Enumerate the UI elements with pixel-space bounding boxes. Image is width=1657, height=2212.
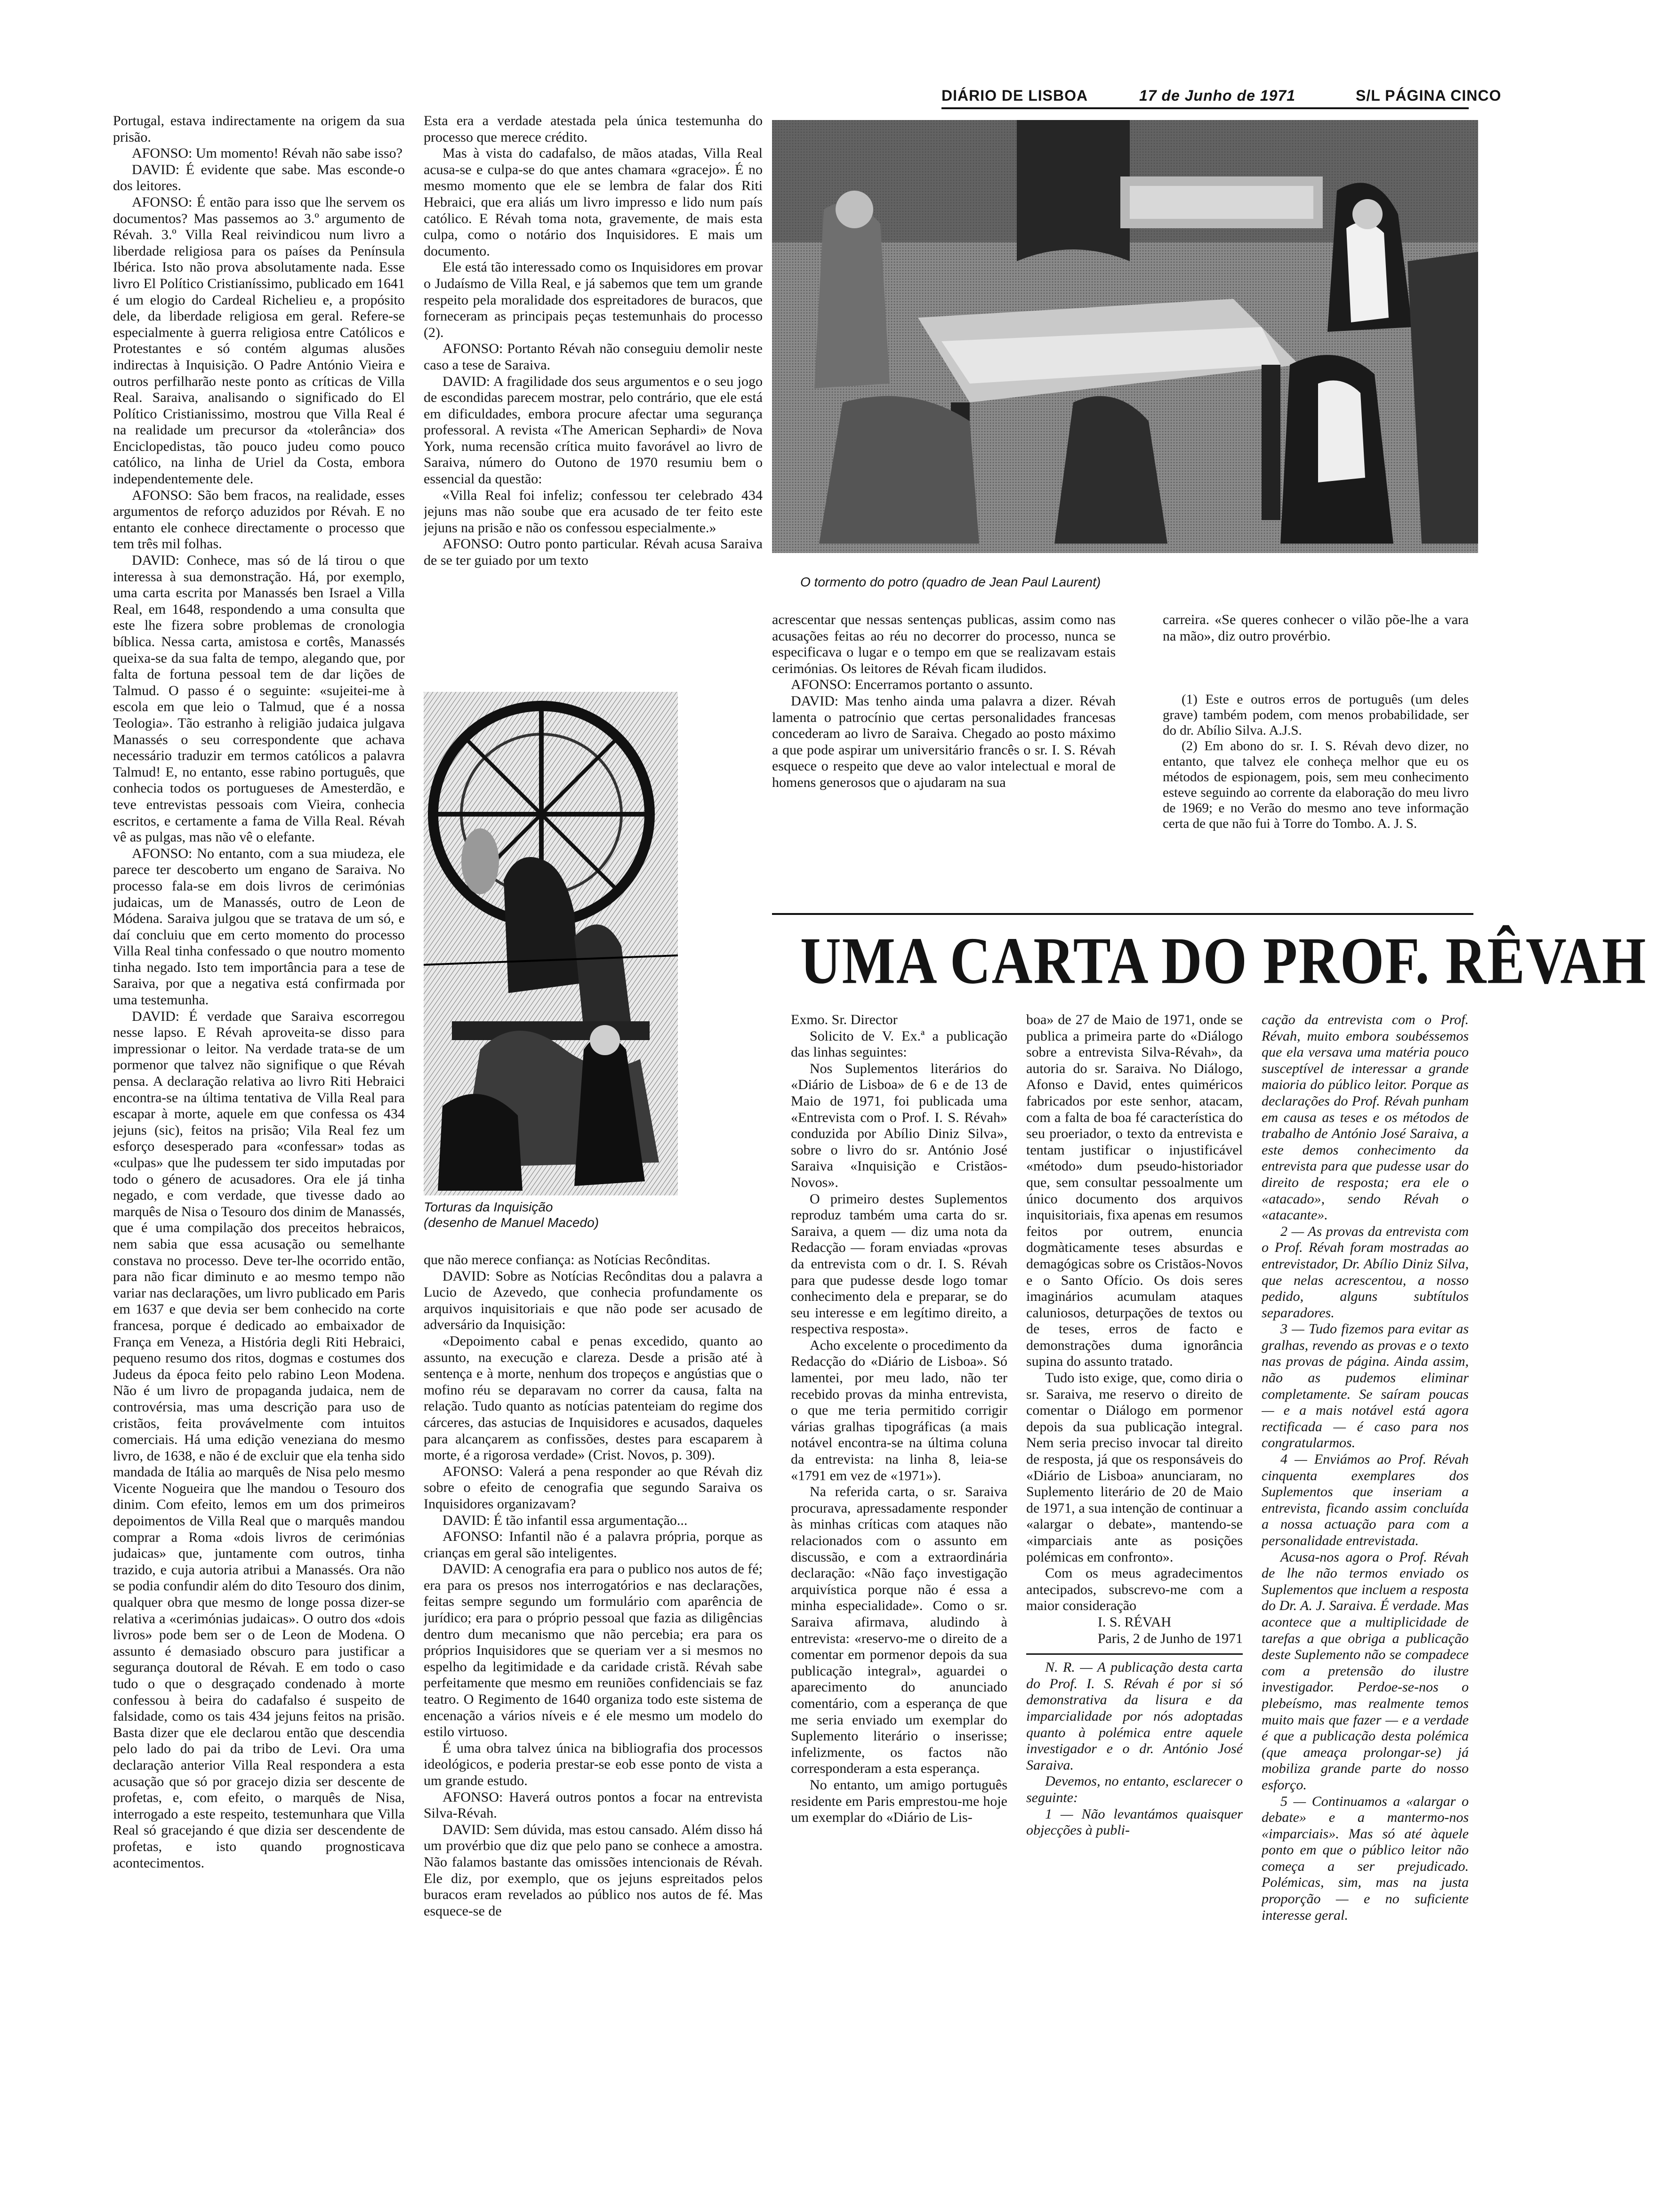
article-column-4	[1163, 612, 1469, 659]
caption-line: (desenho de Manuel Macedo)	[424, 1215, 599, 1230]
paragraph: É uma obra talvez única na bibliografia dos processos ideológicos, e poderia prestar-se eob esse ponto de vista a um grande estudo.	[424, 1740, 763, 1788]
top-illustration-caption: O tormento do potro (quadro de Jean Paul Laurent)	[800, 575, 1101, 589]
paragraph: Mas à vista do cadafalso, de mãos atadas, Villa Real acusa-se e culpa-se do que antes chamara «gracejo». É no mesmo momento que ele se lembra de falar dos Riti Hebraici, que era aliás um livro impresso e lido num país católico. E Révah toma nota, gravemente, de mais esta culpa, como o notário dos Inquisidores. E mais um documento.	[424, 145, 763, 259]
masthead	[941, 87, 1610, 108]
editor-note: 1 — Não levantámos quaisquer objecções à publi-	[1026, 1806, 1243, 1838]
paragraph: «Villa Real foi infeliz; confessou ter celebrado 434 jejuns mas não soube que era acusado de ter feito este jejuns na prisão e não os confessou especialmente.»	[424, 487, 763, 536]
salutation: Exmo. Sr. Director	[791, 1012, 898, 1027]
editor-note: Acusa-nos agora o Prof. Révah de lhe não termos enviado os Suplementos que incluem a resposta do Dr. A. J. Saraiva. É verdade. Mas acontece que a multiplicidade de tarefas a que obriga a publicação deste Suplemento não se compadece com a pretensão do ilustre investigador. Perdoe-se-nos o plebeísmo, mas realmente temos muito mais que fazer — e a verdade é que a publicação desta polémica (que ameaça prolongar-se) já mobiliza grande parte do nosso esforço.	[1262, 1549, 1469, 1793]
paragraph: AFONSO: São bem fracos, na realidade, esses argumentos de reforço aduzidos por Révah. E no entanto ele conhece directamente o processo que tem três mil folhas.	[113, 487, 405, 552]
editor-note: 5 — Continuamos a «alargar o debate» e a mantermo-nos «imparciais». Mas só até àquele ponto em que o público leitor não começa a ser prejudicado. Polémicas, sim, mas na justa proporção — e no suficiente interesse geral.	[1262, 1793, 1469, 1923]
section-divider	[772, 913, 1473, 915]
footnotes	[1163, 692, 1469, 908]
paragraph: DAVID: Conhece, mas só de lá tirou o que interessa à sua demonstração. Há, por exemplo, uma carta escrita por Manassés ben Israel a Villa Real, em 1648, respondendo a uma consulta que este lhe fizera sobre problemas de cronologia bíblica. Nessa carta, amistosa e cortês, Manassés queixa-se da sua falta de tempo, alegando que, por falta de fortuna pessoal tem de dar lições de Talmud. O passo é o seguinte: «sujeitei-me à escola em que leio o Talmud, que é a nossa Teologia». Tão estranho à religião judaica julgava Manassés o seu correspondente que achava necessário traduzir em termos católicos a palavra Talmud! E, no entanto, esse rabino português, que conhecia todos os portugueses de Amesterdão, e teve entrevistas pessoais com Vieira, conhecia escritos, e certamente a fama de Villa Real. Révah vê as pulgas, mas não vê o elefante.	[113, 553, 405, 845]
paragraph: DAVID: Sobre as Notícias Recônditas dou a palavra a Lucio de Azevedo, que conhecia profundamente os arquivos inquisitoriais e que não pode ser acusado de adversário da Inquisição:	[424, 1268, 763, 1333]
editor-note: 4 — Enviámos ao Prof. Révah cinquenta exemplares dos Suplementos que inseriam a entrevista, ficando assim concluída a nossa actuação para com a personalidade entrevistada.	[1262, 1451, 1469, 1548]
footnote: (1) Este e outros erros de português (um deles grave) também podem, com menos probabilidade, ser do dr. Abílio Silva. A.J.S.	[1163, 692, 1469, 738]
paragraph: Solicito de V. Ex.ª a publicação das linhas seguintes:	[791, 1028, 1007, 1060]
torture-drawing-illustration	[424, 692, 678, 1195]
article-column-1	[113, 113, 405, 2137]
caption-line: Torturas da Inquisição	[424, 1200, 553, 1214]
paragraph: AFONSO: Haverá outros pontos a focar na entrevista Silva-Révah.	[424, 1789, 763, 1821]
paragraph: DAVID: A cenografia era para o publico nos autos de fé; era para os presos nos interrogatórios e nas declarações, feitas sempre segundo um formulário com aparência de jurídico; era para o próprio pessoal que fazia as diligências dentro dum mecanismo que não percebia; era para os próprios Inquisidores que se queriam ver a si mesmos no espelho da legitimidade e da caridade cristã. Révah sabe perfeitamente que mesmo em reuniões confidenciais se faz teatro. O Regimento de 1640 organiza todo este sistema de encenação a vários níveis e é ele mesmo um modelo do estilo virtuoso.	[424, 1561, 763, 1740]
paragraph: DAVID: A fragilidade dos seus argumentos e o seu jogo de escondidas parecem mostrar, pelo contrário, que ele está em dificuldades, embora procure afectar uma segurança professoral. A revista «The American Sephardi» de Nova York, numa recensão crítica muito favorável ao livro de Saraiva, número do Outono de 1970 resumiu bem o essencial da questão:	[424, 373, 763, 487]
paragraph: Esta era a verdade atestada pela única testemunha do processo que merece crédito.	[424, 113, 763, 145]
potro-painting-illustration	[772, 120, 1478, 553]
paragraph: AFONSO: Encerramos portanto o assunto.	[791, 677, 1033, 693]
footnote: (2) Em abono do sr. I. S. Révah devo dizer, no entanto, que talvez ele conheça melhor que eu os métodos de espionagem, pois, sem meu conhecimento esteve seguindo ao corrente da elaboração do meu livro de 1969; e no Verão do mesmo ano teve informação certa de que não fui à Torre do Tombo. A. J. S.	[1163, 738, 1469, 831]
dateline: Paris, 2 de Junho de 1971	[1097, 1630, 1243, 1646]
paragraph: que não merece confiança: as Notícias Recônditas.	[424, 1252, 710, 1267]
editor-note: cação da entrevista com o Prof. Révah, muito embora soubéssemos que ela versava uma matéria pouco susceptível de interessar a grande maioria do público leitor. Porque as declarações do Prof. Révah punham em causa as teses e os métodos de trabalho de António José Saraiva, a este demos conhecimento da entrevista para que pudesse usar do direito de resposta; era ele o «atacado», sendo Révah o «atacante».	[1262, 1012, 1469, 1223]
paragraph: AFONSO: Portanto Révah não conseguiu demolir neste caso a tese de Saraiva.	[424, 341, 763, 373]
paragraph: DAVID: É verdade que Saraiva escorregou nesse lapso. E Révah aproveita-se disso para impressionar o leitor. Na verdade trata-se de um pormenor que talvez não signifique o que Révah pensa. A declaração relativa ao livro Riti Hebraici encontra-se na última tentativa de Villa Real para escapar à morte, aquele em que confessa os 434 jejuns (sic), feitos na prisão; Vila Real fez um esforço desesperado para «confessar» todas as «culpas» que lhe pudessem ter sido imputadas por todo o género de acusadores. Ora ele já tinha negado, e com verdade, que tivesse dado ao marquês de Nisa o Tesouro dos dinim de Manassés, que é uma compilação dos preceitos hebraicos, nem sabia que essa acusação ou semelhante constava no processo. Deve ter-lhe ocorrido então, para não ficar diminuto e ao mesmo tempo não variar nas declarações, um livro publicado em Paris em 1637 e que devia ser bem conhecido na corte francesa, porque é dedicado ao embaixador de França em Veneza, a História degli Riti Hebraici, pequeno resumo dos ritos, dogmas e costumes dos Judeus da época feito pelo rabino Leon Modena. Não é um livro de propaganda judaica, nem de controvérsia, mas uma descrição para uso de cristãos, feita provávelmente com intuitos comerciais. Há uma edição veneziana do mesmo livro, de 1638, e não é de excluir que ela tenha sido mandada de Itália ao marquês de Nisa pelo mesmo Vicente Nogueira que lhe mandou o Tesouro dos dinim. Com efeito, lemos em um dos primeiros depoimentos de Villa Real que o marquês mandou comprar a Roma «dois livros de cerimónias judaicas» que, juntamente com outros, tinha trazido, e cuja autoria atribui a Manassés. Ora não se podia confundir além do dito Tesouro dos dinim, qualquer obra que mesmo de longe possa dizer-se relativa a «cerimónias judaicas». O outro dos «dois livros» pode bem ser o de Leon de Modena. O assunto é demasiado obscuro para justificar a segurança doutoral de Révah. E em todo o caso tudo o que o desgraçado condenado à morte confessou à beira do cadafalso é suspeito de falsidade, como os tais 434 jejuns feitos na prisão. Basta dizer que ele declarou então que descendia pelo lado do pai da tribo de Levi. Ora uma declaração anterior Villa Real respondera a esta acusação que só por gracejo dizia ser descente de profetas, e, com efeito, o marquês de Nisa, interrogado a este respeito, testemunhara que Villa Real só gracejando é que dizia ser descendente de profetas, e isto quando prognosticava acontecimentos.	[113, 1008, 405, 1871]
paragraph: AFONSO: Infantil não é a palavra própria, porque as crianças em geral são inteligentes.	[424, 1529, 763, 1561]
editor-note: Devemos, no entanto, esclarecer o seguinte:	[1026, 1773, 1243, 1805]
paragraph: carreira. «Se queres conhecer o vilão põe-lhe a vara na mão», diz outro provérbio.	[1163, 612, 1469, 644]
paragraph: O primeiro destes Suplementos reproduz também uma carta do sr. Saraiva, a quem — diz uma nota da Redacção — foram enviadas «provas da entrevista com o dr. I. S. Révah para que pudesse desde logo tomar conhecimento dela e preparar, se do seu interesse e em legítimo direito, a respectiva resposta».	[791, 1191, 1007, 1337]
article-column-3	[772, 612, 1116, 904]
editor-note: 2 — As provas da entrevista com o Prof. Révah foram mostradas ao entrevistador, Dr. Abílio Diniz Silva, que nelas acrescentou, a nosso pedido, alguns subtítulos separadores.	[1262, 1223, 1469, 1321]
paragraph: DAVID: É tão infantil essa argumentação...	[442, 1512, 688, 1528]
newspaper-name: DIÁRIO DE LISBOA	[941, 87, 1088, 104]
paragraph: Tudo isto exige, que, como diria o sr. Saraiva, me reservo o direito de comentar o Diálogo em pormenor depois da sua publicação integral. Nem seria preciso invocar tal direito de resposta, já que os responsáveis do «Diário de Lisboa» anunciaram, no Suplemento literário de 20 de Maio de 1971, a sua intenção de continuar a «alargar o debate», mantendo-se «imparciais ante as posições polémicas em confronto».	[1026, 1370, 1243, 1565]
paragraph: DAVID: É evidente que sabe. Mas esconde-o dos leitores.	[113, 161, 405, 194]
letter-column-2	[1026, 1012, 1243, 2141]
paragraph: boa» de 27 de Maio de 1971, onde se publica a primeira parte do «Diálogo sobre a entrevista Silva-Révah», da autoria do sr. Saraiva. No Diálogo, Afonso e David, entes quiméricos fabricados por este senhor, atacam, com a falta de boa fé característica do seu proeriador, o texto da entrevista e tentam justificar o injustificável «método» dum pseudo-historiador que, sem consultar pessoalmente um único documento dos arquivos inquisitoriais, fixa apenas em resumos feitos por outrem, enuncia dogmàticamente teses absurdas e demagógicas sobre os Cristãos-Novos e o Santo Ofício. Os dois seres imaginários acumulam ataques caluniosos, deturpações de textos ou de teses, erros de facto e demonstrações duma ignorância supina do assunto tratado.	[1026, 1012, 1243, 1370]
paragraph: AFONSO: Outro ponto particular. Révah acusa Saraiva de se ter guiado por um texto	[424, 536, 763, 569]
paragraph: acrescentar que nessas sentenças publicas, assim como nas acusações feitas ao réu no decorrer do processo, nunca se especificava o lugar e o tempo em que se realizavam estais cerimónias. Os leitores de Révah ficam iludidos.	[772, 612, 1116, 676]
article-column-2-bottom	[424, 1252, 763, 2146]
paragraph: No entanto, um amigo português residente em Paris emprestou-me hoje um exemplar do «Diário de Lis-	[791, 1777, 1007, 1826]
masthead-rule	[941, 107, 1469, 109]
letter-headline: UMA CARTA DO PROF. RÊVAH	[800, 923, 1647, 998]
paragraph: Com os meus agradecimentos antecipados, subscrevo-me com a maior consideração	[1026, 1565, 1243, 1614]
paragraph: DAVID: Mas tenho ainda uma palavra a dizer. Révah lamenta o patrocínio que certas personalidades francesas concederam ao livro de Saraiva. Chegado ao posto máximo a que pode aspirar um universitário francês o sr. I. S. Révah esquece o respeito que deve ao valor intelectual e moral de homens generosos que o ajudaram na sua	[772, 693, 1116, 790]
paragraph: Nos Suplementos literários do «Diário de Lisboa» de 6 e de 13 de Maio de 1971, foi publicada uma «Entrevista com o Prof. I. S. Révah» conduzida por Abílio Diniz Silva», sobre o livro do sr. António José Saraiva «Inquisição e Cristãos-Novos».	[791, 1060, 1007, 1190]
editor-note: 3 — Tudo fizemos para evitar as gralhas, revendo as provas e o texto nas provas de página. Ainda assim, não as pudemos eliminar completamente. Se saíram poucas — e a mais notável está agora rectificada — é caso para nos congratularmos.	[1262, 1321, 1469, 1451]
paragraph: Ele está tão interessado como os Inquisidores em provar o Judaísmo de Villa Real, e já sabemos que tem um grande respeito pela moralidade dos espreitadores de buracos, que forneceram as principais peças testemunhais do processo (2).	[424, 259, 763, 340]
left-illustration-caption	[424, 1199, 687, 1237]
signature: I. S. RÉVAH	[1097, 1614, 1172, 1630]
page-label: S/L PÁGINA CINCO	[1356, 87, 1502, 104]
paragraph: AFONSO: É então para isso que lhe servem os documentos? Mas passemos ao 3.º argumento de Révah. 3.º Villa Real reivindicou num livro a liberdade religiosa para os países da Península Ibérica. Isto não prova absolutamente nada. Esse livro El Político Cristianíssimo, publicado em 1641 é um elogio do Cardeal Richelieu e, a propósito dele, da liberdade religiosa em geral. Refere-se especialmente à guerra religiosa entre Católicos e Protestantes e só contém algumas alusões indirectas à Inquisição. O Padre António Vieira e outros perfilharão neste ponto as críticas de Villa Real. Saraiva, analisando o significado do El Político Cristianissimo, mostrou que Villa Real é na realidade um precursor da «tolerância» dos Enciclopedistas, tão pouco judeu como pouco católico, na linha de Uriel da Costa, embora independentemente dele.	[113, 194, 405, 487]
paragraph: Portugal, estava indirectamente na origem da sua prisão.	[113, 113, 405, 145]
editor-note: N. R. — A publicação desta carta do Prof. I. S. Révah é por si só demonstrativa da lisura e da imparcialidade por nós adoptadas quanto à polémica entre aquele investigador e o dr. António José Saraiva.	[1026, 1659, 1243, 1773]
letter-column-3	[1262, 1012, 1469, 2141]
paragraph: AFONSO: Valerá a pena responder ao que Révah diz sobre o efeito de cenografia que segundo Saraiva os Inquisidores organizavam?	[424, 1463, 763, 1512]
note-divider	[1026, 1653, 1243, 1655]
paragraph: Na referida carta, o sr. Saraiva procurava, apressadamente responder às minhas críticas com ataques não relacionados com o assunto em discussão, e com a extraordinária declaração: «Não faço investigação arquivística porque não é essa a minha especialidade». Como o sr. Saraiva afirmava, aludindo à entrevista: «reservo-me o direito de a comentar em pormenor depois da sua publicação integral», aguardei o aparecimento do anunciado comentário, com a esperança de que me seria enviado um exemplar do Suplemento literário o inserisse; infelizmente, os factos não corresponderam a esta esperança.	[791, 1484, 1007, 1777]
paragraph: DAVID: Sem dúvida, mas estou cansado. Além disso há um provérbio que diz que pelo pano se conhece a amostra. Não falamos bastante das omissões intencionais de Révah. Ele diz, por exemplo, que os jejuns espreitados pelos buracos eram revelados ao público nos autos de fé. Mas esquece-se de	[424, 1821, 763, 1919]
letter-column-1	[791, 1012, 1007, 2141]
issue-date: 17 de Junho de 1971	[1139, 87, 1296, 104]
paragraph: AFONSO: Um momento! Révah não sabe isso?	[132, 145, 402, 161]
paragraph: «Depoimento cabal e penas excedido, quanto ao assunto, na execução e clareza. Desde a prisão até à sentença e à morte, nenhum dos tropeços e angústias que o mofino réu se deparavam no correr da causa, falta na relação. Tudo quanto as notícias patenteiam do regime dos cárceres, das astucias de Inquisidores e acusados, daqueles para alcançarem as confissões, destes para escaparem à morte, é a rigorosa verdade» (Crist. Novos, p. 309).	[424, 1333, 763, 1463]
paragraph: AFONSO: No entanto, com a sua miudeza, ele parece ter descoberto um engano de Saraiva. No processo fala-se em dois livros de cerimónias judaicas, um de Manassés, outro de Leon de Módena. Saraiva julgou que se tratava de um só, e daí concluiu que em certo momento do processo Villa Real tinha confessado o que noutro momento tinha negado. Isto tem importância para a tese de Saraiva, por que a negativa está confirmada por uma testemunha.	[113, 845, 405, 1008]
paragraph: Acho excelente o procedimento da Redacção do «Diário de Lisboa». Só lamentei, por meu lado, não ter recebido provas da minha entrevista, o que me teria permitido corrigir várias gralhas tipográficas (a mais notável encontra-se na última coluna da entrevista: na linha 8, leia-se «1791 em vez de «1971»).	[791, 1337, 1007, 1483]
